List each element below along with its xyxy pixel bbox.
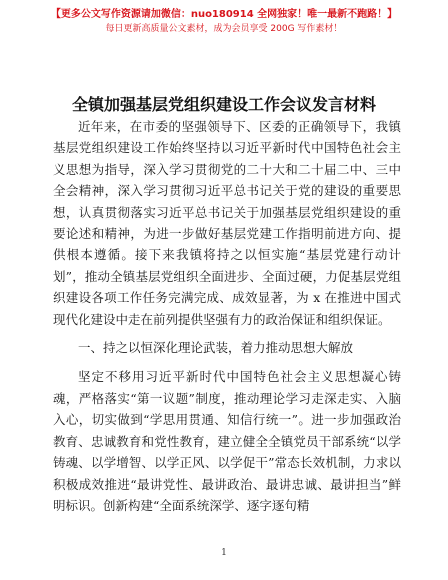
page-number: 1	[221, 548, 227, 558]
promo-line-1: 【更多公文写作资源请加微信：nuo180914 全网独家！唯一最新不跑路！】	[50, 9, 398, 20]
intro-paragraph: 近年来，在市委的坚强领导下、区委的正确领导下，我镇基层党组织建设工作始终坚持以习近平新时代中国特色社会主义思想为指导，深入学习贯彻党的二十大和二十届二中、三中全会精神，深入学习贯彻习近平总书记关于党的建设的重要思想，认真贯彻落实习近平总书记关于加强基层党组织建设的重要论述和精神，为进一步做好基层党建工作指明前进方向、提供根本遵循。接下来我镇将持之以恒实施“基层党建行动计划”，推动全镇基层党组织全面进步、全面过硬，力促基层党组织建设各项工作任务完满完成、成效显著，为 x 在推进中国式现代化建设中走在前列提供坚强有力的政治保证和组织保证。	[53, 119, 401, 327]
document-title: 全镇加强基层党组织建设工作会议发言材料	[71, 95, 376, 114]
section-paragraph: 坚定不移用习近平新时代中国特色社会主义思想凝心铸魂，严格落实“第一议题”制度，推动理论学习走深走实、入脑入心，切实做到“学思用贯通、知信行统一”。进一步加强政治教育、忠诚教育和党性教育，建立健全全镇党员干部系统“以学铸魂、以学增智、以学正风、以学促干”常态长效机制，力求以积极成效推进“最讲党性、最讲政治、最讲忠诚、最讲担当”鲜明标识。创新构建“全面系统深学、逐字逐句精	[53, 369, 401, 513]
promo-banner	[0, 8, 448, 35]
promo-line-2: 每日更新高质量公文素材，成为会员享受 200G 写作素材！	[105, 24, 343, 34]
section-heading: 一、持之以恒深化理论武装，着力推动思想大解放	[78, 340, 354, 356]
document-body	[53, 116, 401, 516]
